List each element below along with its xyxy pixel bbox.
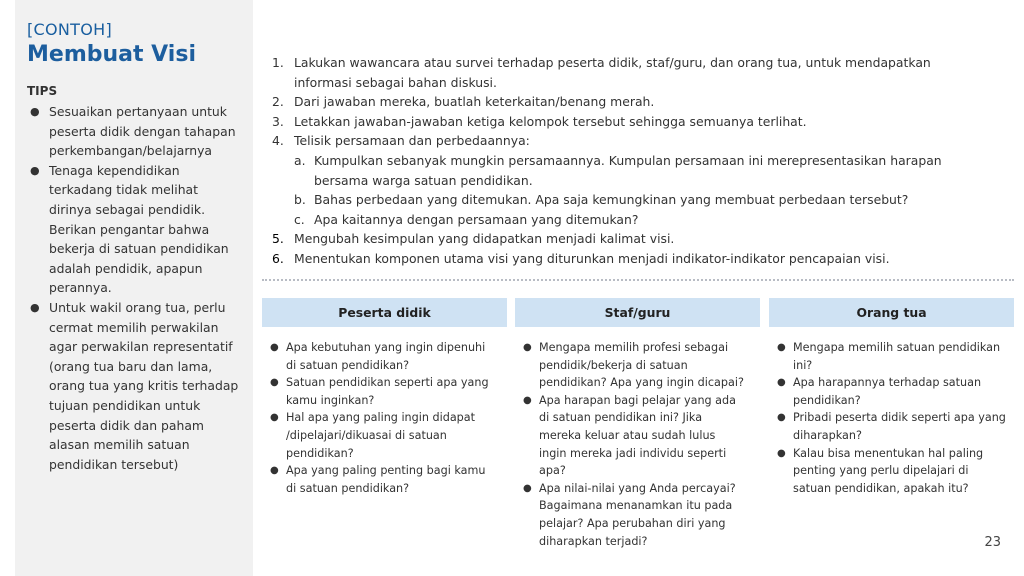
question-item xyxy=(521,339,746,392)
bullet-icon: ● xyxy=(523,342,532,353)
substep-item xyxy=(272,190,992,210)
question-text: Mengapa memilih satuan pendidikan ini? xyxy=(793,341,1001,372)
question-item xyxy=(775,409,1007,444)
question-text: Kalau bisa menentukan hal paling penting yang perlu dipelajari di satuan pendidikan, apakah itu? xyxy=(793,446,984,495)
step-number: 6. xyxy=(272,250,284,266)
question-item xyxy=(268,339,496,374)
column-orang-tua xyxy=(775,339,1007,497)
tip-text: Sesuaikan pertanyaan untuk peserta didik dengan tahapan perkembangan/belajarnya xyxy=(49,104,236,159)
step-text: Telisik persamaan dan perbedaannya: xyxy=(294,133,530,149)
question-text: Apa kebutuhan yang ingin dipenuhi di satuan pendidikan? xyxy=(286,341,486,372)
question-text: Apa nilai-nilai yang Anda percayai? Bagaimana menanamkan itu pada pelajar? Apa perubahan diri yang diharapkan terjadi? xyxy=(539,481,736,548)
substep-text: Apa kaitannya dengan persamaan yang ditemukan? xyxy=(314,211,639,227)
substep-letter: a. xyxy=(294,152,306,168)
bullet-icon: ● xyxy=(30,105,40,118)
step-number: 4. xyxy=(272,133,284,149)
dotted-divider xyxy=(262,279,1014,281)
tip-item xyxy=(27,161,241,298)
step-item xyxy=(272,92,992,112)
tip-text: Untuk wakil orang tua, perlu cermat memilih perwakilan agar perwakilan representatif (orang tua baru dan lama, orang tua yang kritis terhadap tujuan pendidikan untuk peserta didik dan paham alasan memilih satuan pendidikan tersebut) xyxy=(49,299,239,472)
step-text: Mengubah kesimpulan yang didapatkan menjadi kalimat visi. xyxy=(294,231,675,247)
step-item xyxy=(272,53,992,92)
question-item xyxy=(775,339,1007,374)
bullet-icon: ● xyxy=(270,377,279,389)
page-title: Membuat Visi xyxy=(27,42,196,67)
question-text: Pribadi peserta didik seperti apa yang diharapkan? xyxy=(793,411,1006,442)
step-number: 3. xyxy=(272,113,284,129)
step-item xyxy=(272,131,992,151)
bullet-icon: ● xyxy=(270,465,279,477)
page-number: 23 xyxy=(984,535,1001,550)
steps-list xyxy=(272,53,992,269)
substep-letter: b. xyxy=(294,192,306,208)
question-list xyxy=(521,339,746,550)
bullet-icon: ● xyxy=(777,447,786,459)
step-item xyxy=(272,229,992,249)
question-text: Apa harapan bagi pelajar yang ada di satuan pendidikan ini? Jika mereka keluar atau sudah lulus ingin mereka jadi individu seperti apa? xyxy=(539,393,736,478)
example-label: [CONTOH] xyxy=(27,20,113,39)
substep-text: Bahas perbedaan yang ditemukan. Apa saja kemungkinan yang membuat perbedaan tersebut? xyxy=(314,192,909,208)
step-text: Lakukan wawancara atau survei terhadap peserta didik, staf/guru, dan orang tua, untuk mendapatkan informasi sebagai bahan diskusi. xyxy=(294,55,931,90)
step-number: 1. xyxy=(272,55,284,70)
bullet-icon: ● xyxy=(270,342,279,353)
substep-item xyxy=(272,210,992,230)
step-item xyxy=(272,249,992,269)
question-item xyxy=(521,480,746,550)
step-number: 2. xyxy=(272,94,284,110)
bullet-icon: ● xyxy=(270,412,279,424)
question-text: Hal apa yang paling ingin didapat /dipelajari/dikuasai di satuan pendidikan? xyxy=(286,411,476,460)
bullet-icon: ● xyxy=(777,342,786,353)
question-item xyxy=(775,374,1007,409)
step-text: Menentukan komponen utama visi yang diturunkan menjadi indikator-indikator pencapaian visi. xyxy=(294,250,890,266)
bullet-icon: ● xyxy=(30,300,40,314)
column-header-orang-tua: Orang tua xyxy=(769,298,1014,327)
tip-item xyxy=(27,298,241,474)
question-text: Apa harapannya terhadap satuan pendidikan? xyxy=(793,376,982,407)
question-item xyxy=(268,462,496,497)
column-staf-guru xyxy=(521,339,746,550)
column-peserta-didik xyxy=(268,339,496,497)
question-list xyxy=(775,339,1007,497)
question-item xyxy=(268,409,496,462)
column-header-staf-guru: Staf/guru xyxy=(515,298,760,327)
question-item xyxy=(521,392,746,480)
step-text: Letakkan jawaban-jawaban ketiga kelompok tersebut sehingga semuanya terlihat. xyxy=(294,113,807,129)
bullet-icon: ● xyxy=(30,163,40,177)
tips-heading: TIPS xyxy=(27,84,58,98)
bullet-icon: ● xyxy=(523,394,532,406)
bullet-icon: ● xyxy=(523,482,532,494)
tips-sidebar xyxy=(15,0,253,576)
substep-item xyxy=(272,151,992,190)
question-item xyxy=(775,445,1007,498)
step-item xyxy=(272,112,992,132)
substep-letter: c. xyxy=(294,211,305,227)
bullet-icon: ● xyxy=(777,412,786,424)
question-text: Satuan pendidikan seperti apa yang kamu inginkan? xyxy=(286,376,489,407)
substep-text: Kumpulkan sebanyak mungkin persamaannya. Kumpulan persamaan ini merepresentasikan harapan bersama warga satuan pendidikan. xyxy=(314,152,942,188)
question-list xyxy=(268,339,496,497)
step-number: 5. xyxy=(272,231,284,247)
tips-list xyxy=(27,102,241,474)
step-text: Dari jawaban mereka, buatlah keterkaitan/benang merah. xyxy=(294,94,655,110)
bullet-icon: ● xyxy=(777,377,786,389)
tip-text: Tenaga kependidikan terkadang tidak melihat dirinya sebagai pendidik. Berikan pengantar bahwa bekerja di satuan pendidikan adalah pendidik, apapun perannya. xyxy=(49,162,229,296)
column-header-peserta-didik: Peserta didik xyxy=(262,298,507,327)
question-text: Apa yang paling penting bagi kamu di satuan pendidikan? xyxy=(286,464,486,495)
tip-item xyxy=(27,102,241,161)
question-text: Mengapa memilih profesi sebagai pendidik/bekerja di satuan pendidikan? Apa yang ingin dicapai? xyxy=(539,341,744,390)
question-item xyxy=(268,374,496,409)
